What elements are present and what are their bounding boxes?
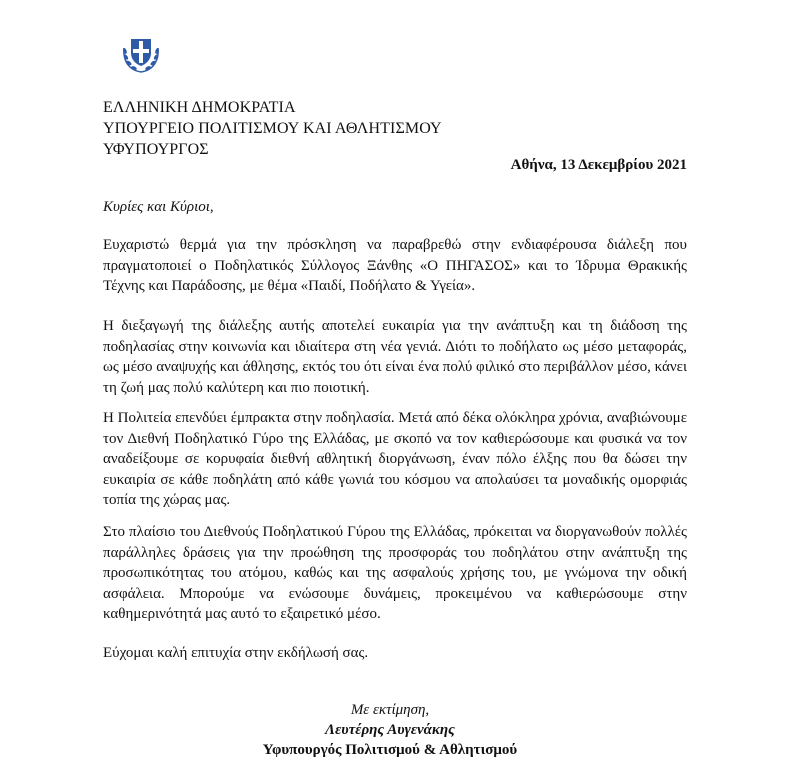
signature-block [200, 700, 580, 760]
letterhead-republic: ΕΛΛΗΝΙΚΗ ΔΗΜΟΚΡΑΤΙΑ [103, 99, 296, 116]
letterhead-office: ΥΦΥΠΟΥΡΓΟΣ [103, 141, 209, 158]
signature-name: Λευτέρης Αυγενάκης [325, 722, 455, 738]
salutation: Κυρίες και Κύριοι, [103, 199, 214, 215]
signature-title: Υφυπουργός Πολιτισμού & Αθλητισμού [262, 742, 518, 758]
paragraph-2: Η διεξαγωγή της διάλεξης αυτής αποτελεί ευκαιρία για την ανάπτυξη και τη διάδοση της ποδηλασίας στην κοινωνία και ιδιαίτερα στη νέα γενιά. Διότι το ποδήλατο ως μέσο μεταφοράς, ως μέσο αναψυχής και άθλησης, εκτός του ότι είναι ένα πολύ φιλικό στο περιβάλλον μέσο, κάνει τη ζωή μας πολύ καλύτερη και πιο ποιοτική. [103, 318, 687, 396]
letterhead [103, 97, 442, 160]
paragraph-3: Η Πολιτεία επενδύει έμπρακτα στην ποδηλασία. Μετά από δέκα ολόκληρα χρόνια, αναβιώνουμε τον Διεθνή Ποδηλατικό Γύρο της Ελλάδας, με σκοπό να τον καθιερώσουμε και φυσικά να τον αναδείξουμε σε κορυφαία διεθνή αθλητική διοργάνωση, έναν πόλο έλξης που θα δώσει την ευκαιρία σε κάθε ποδηλάτη από κάθε γωνιά του κόσμου να απολαύσει τα μοναδικής ομορφιάς τοπία της χώρας μας. [103, 410, 687, 508]
greek-state-emblem-icon [120, 33, 162, 75]
signature-closing: Με εκτίμηση, [350, 702, 430, 718]
letter-date: Αθήνα, 13 Δεκεμβρίου 2021 [510, 157, 687, 173]
paragraph-4: Στο πλαίσιο του Διεθνούς Ποδηλατικού Γύρου της Ελλάδας, πρόκειται να διοργανωθούν πολλές παράλληλες δράσεις για την προώθηση της προσφοράς του ποδηλάτου στην ανάπτυξη της προσωπικότητας του ατόμου, καθώς και της ασφαλούς χρήσης του, με γνώμονα την οδική ασφάλεια. Μπορούμε να ενώσουμε δυνάμεις, προκειμένου να καθιερώσουμε στην καθημερινότητά μας αυτό το εξαιρετικό μέσο. [103, 524, 687, 622]
paragraph-5: Εύχομαι καλή επιτυχία στην εκδήλωσή σας. [103, 645, 369, 661]
letterhead-ministry: ΥΠΟΥΡΓΕΙΟ ΠΟΛΙΤΙΣΜΟΥ ΚΑΙ ΑΘΛΗΤΙΣΜΟΥ [103, 120, 442, 137]
paragraph-1: Ευχαριστώ θερμά για την πρόσκληση να παραβρεθώ στην ενδιαφέρουσα διάλεξη που πραγματοποιεί ο Ποδηλατικός Σύλλογος Ξάνθης «Ο ΠΗΓΑΣΟΣ» και το Ίδρυμα Θρακικής Τέχνης και Παράδοσης, με θέμα «Παιδί, Ποδήλατο & Υγεία». [103, 237, 687, 294]
